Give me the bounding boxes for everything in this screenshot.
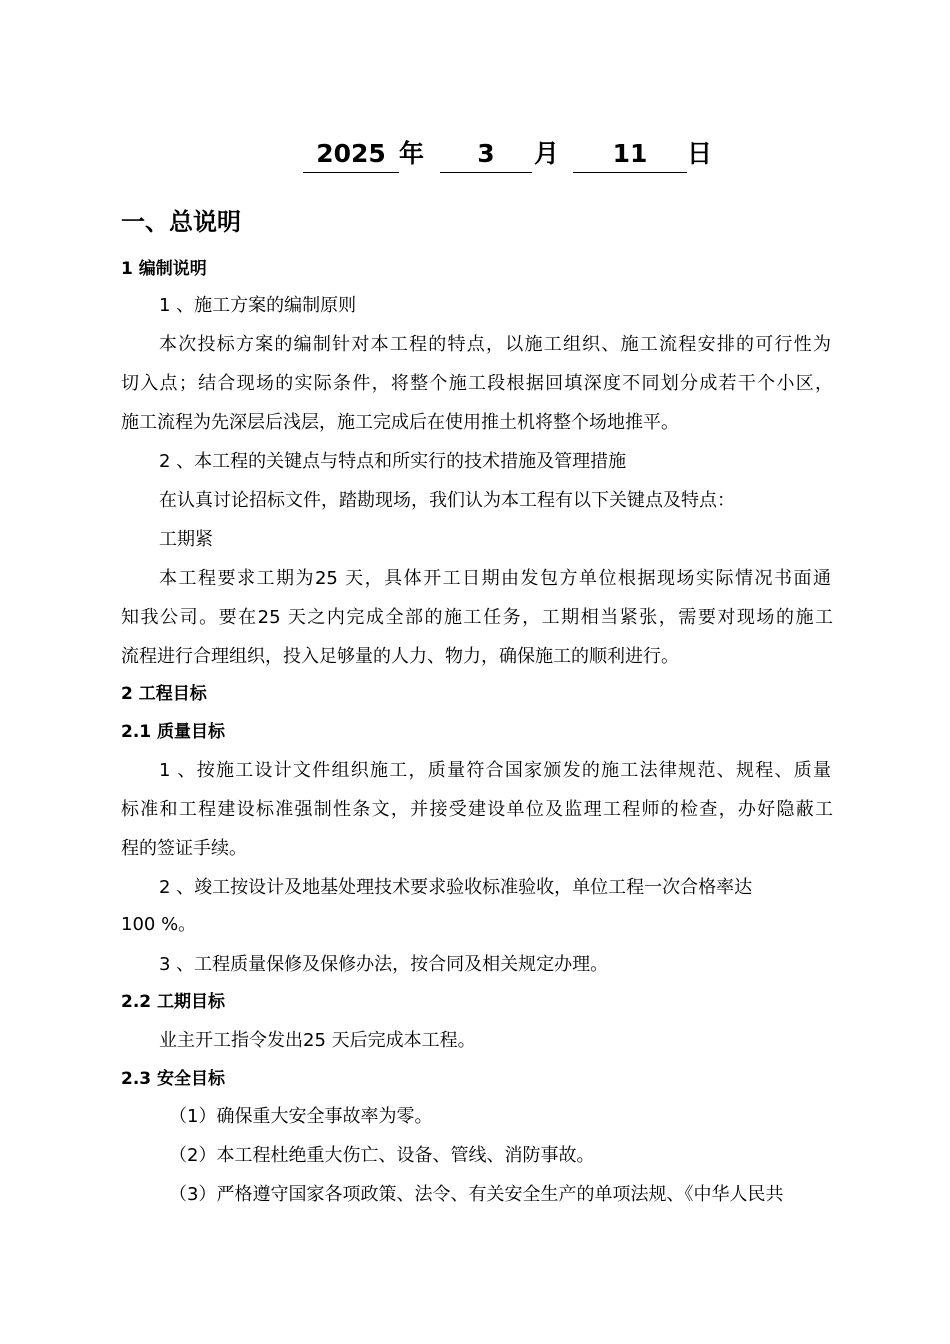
section-title: 一、总说明	[121, 208, 241, 236]
paragraph-line: 标准和工程建设标准强制性条文，并接受建设单位及监理工程师的检查，办好隐蔽工	[121, 799, 833, 820]
paragraph-line: 流程进行合理组织，投入足够量的人力、物力，确保施工的顺利进行。	[121, 646, 679, 667]
paragraph-line: 施工流程为先深层后浅层，施工完成后在使用推土机将整个场地推平。	[121, 412, 679, 433]
paragraph-line: 切入点；结合现场的实际条件，将整个施工段根据回填深度不同划分成若干个小区，	[121, 373, 833, 394]
heading-2-3: 2.3 安全目标	[121, 1069, 226, 1089]
heading-2-2: 2.2 工期目标	[121, 992, 226, 1012]
item-title-2: 2 、本工程的关键点与特点和所实行的技术措施及管理措施	[159, 451, 627, 472]
list-item: （3）严格遵守国家各项政策、法令、有关安全生产的单项法规、《中华人民共	[169, 1184, 784, 1205]
date-month: 3	[440, 136, 532, 173]
paragraph-line: 在认真讨论招标文件，踏勘现场，我们认为本工程有以下关键点及特点：	[159, 490, 735, 511]
list-item: （1）确保重大安全事故率为零。	[169, 1106, 433, 1127]
paragraph-line: 100 %。	[121, 914, 197, 935]
paragraph-line: 本工程要求工期为25 天，具体开工日期由发包方单位根据现场实际情况书面通	[159, 568, 831, 589]
item-title-1: 1 、施工方案的编制原则	[159, 295, 357, 316]
paragraph-line: 2 、竣工按设计及地基处理技术要求验收标准验收，单位工程一次合格率达	[159, 877, 753, 898]
paragraph-line: 知我公司。要在25 天之内完成全部的施工任务，工期相当紧张，需要对现场的施工	[121, 607, 833, 628]
paragraph-line: 3 、工程质量保修及保修办法，按合同及相关规定办理。	[159, 954, 609, 975]
date-day-unit: 日	[687, 139, 713, 168]
date-month-unit: 月	[534, 139, 560, 168]
heading-2-1: 2.1 质量目标	[121, 722, 226, 742]
heading-1: 1 编制说明	[121, 259, 207, 279]
point-title: 工期紧	[159, 529, 213, 550]
paragraph-line: 本次投标方案的编制针对本工程的特点，以施工组织、施工流程安排的可行性为	[159, 334, 831, 355]
heading-2: 2 工程目标	[121, 684, 207, 704]
date-year-unit: 年	[399, 139, 425, 168]
date-year: 2025	[303, 136, 399, 173]
list-item: （2）本工程杜绝重大伤亡、设备、管线、消防事故。	[169, 1145, 595, 1166]
paragraph-line: 业主开工指令发出25 天后完成本工程。	[159, 1030, 476, 1051]
paragraph-line: 程的签证手续。	[121, 838, 247, 859]
paragraph-line: 1 、按施工设计文件组织施工，质量符合国家颁发的施工法律规范、规程、质量	[159, 760, 831, 781]
date-day: 11	[573, 136, 687, 173]
